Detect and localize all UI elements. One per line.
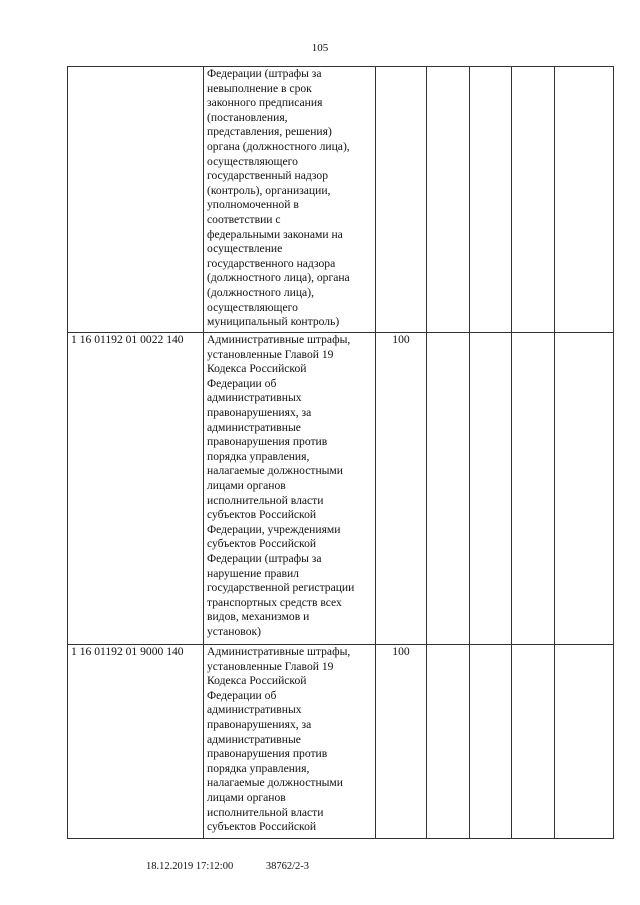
code-cell [68, 67, 204, 333]
empty-cell [512, 333, 555, 645]
page-number: 105 [311, 42, 329, 54]
empty-cell [555, 645, 614, 839]
empty-cell [512, 645, 555, 839]
table-row [68, 333, 614, 645]
value-cell [376, 67, 427, 333]
table-row [68, 67, 614, 333]
value-cell: 100 [376, 333, 427, 645]
empty-cell [470, 67, 512, 333]
footer-timestamp: 18.12.2019 17:12:00 [146, 861, 234, 872]
empty-cell [427, 333, 470, 645]
empty-cell [427, 645, 470, 839]
code-cell: 1 16 01192 01 0022 140 [68, 333, 204, 645]
value-cell: 100 [376, 645, 427, 839]
description-cell: Административные штрафы, установленные Главой 19 Кодекса Российской Федерации об административных правонарушениях, за административные правонарушения против порядка управления, налагаемые должностными лицами органов исполнительной власти субъектов Российской [204, 645, 376, 839]
empty-cell [427, 67, 470, 333]
footer [146, 861, 339, 872]
description-cell: Административные штрафы, установленные Главой 19 Кодекса Российской Федерации об административных правонарушениях, за административные правонарушения против порядка управления, налагаемые должностными лицами органов исполнительной власти субъектов Российской Федерации, учреждениями субъектов Российской Федерации (штрафы за нарушение правил государственной регистрации транспортных средств всех видов, механизмов и установок) [204, 333, 376, 645]
empty-cell [555, 67, 614, 333]
budget-codes-table [67, 66, 614, 839]
description-cell: Федерации (штрафы за невыполнение в срок законного предписания (постановления, представления, решения) органа (должностного лица), осуществляющего государственный надзор (контроль), организации, уполномоченной в соответствии с федеральными законами на осуществление государственного надзора (должностного лица), органа (должностного лица), осуществляющего муниципальный контроль) [204, 67, 376, 333]
empty-cell [555, 333, 614, 645]
empty-cell [470, 645, 512, 839]
empty-cell [470, 333, 512, 645]
table-row [68, 645, 614, 839]
footer-doc-id: 38762/2-3 [265, 861, 310, 872]
empty-cell [512, 67, 555, 333]
code-cell: 1 16 01192 01 9000 140 [68, 645, 204, 839]
